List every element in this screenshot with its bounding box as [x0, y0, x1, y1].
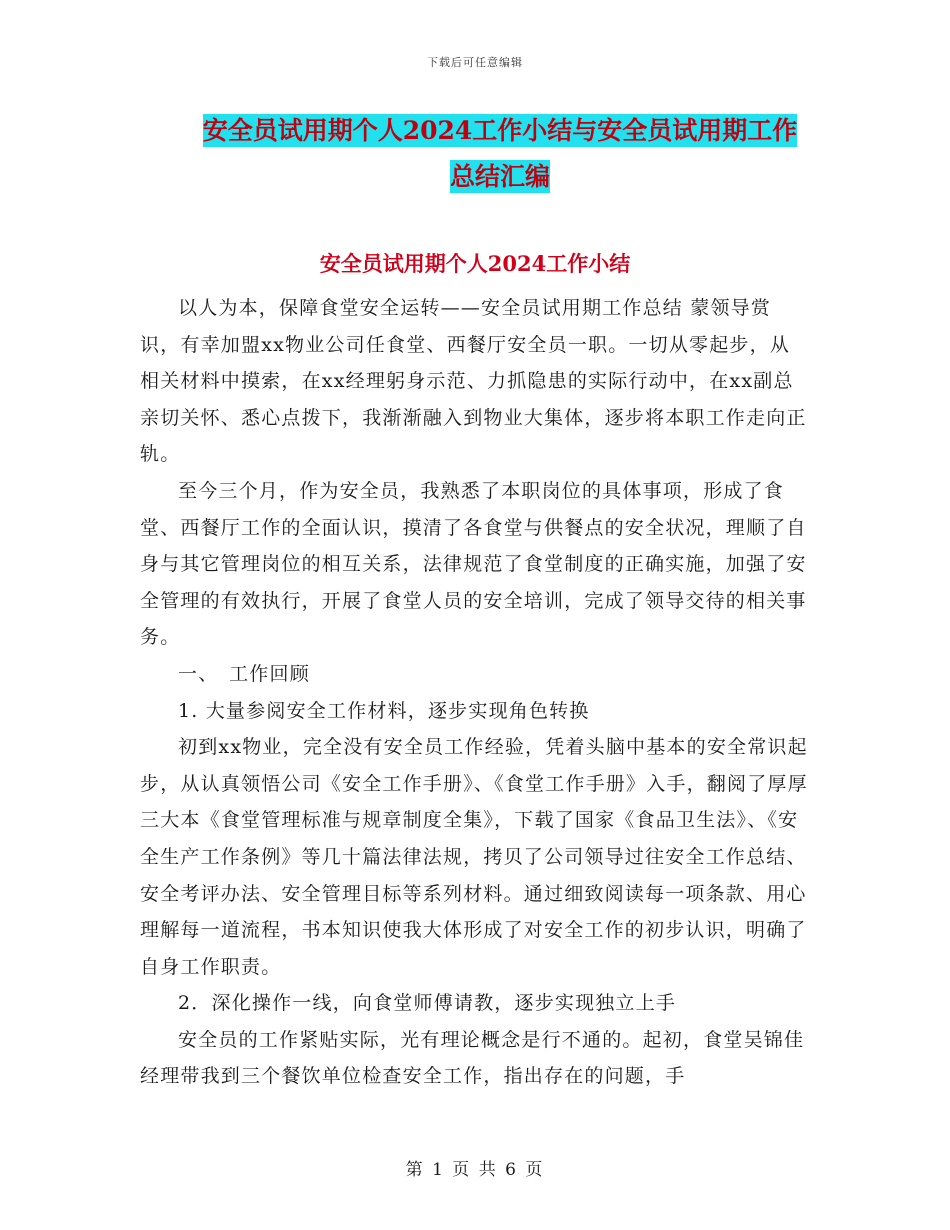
page-footer: 第 1 页 共 6 页	[405, 1160, 545, 1180]
document-body	[140, 290, 810, 1095]
header-note: 下载后可任意编辑	[427, 56, 523, 69]
paragraph: 至今三个月，作为安全员，我熟悉了本职岗位的具体事项，形成了食堂、西餐厅工作的全面认识，摸清了各食堂与供餐点的安全状况，理顺了自身与其它管理岗位的相互关系，法律规范了食堂制度的正确实施，加强了安全管理的有效执行，开展了食堂人员的安全培训，完成了领导交待的相关事务。	[140, 479, 807, 649]
subsection-heading: 1. 大量参阅安全工作材料，逐步实现角色转换	[178, 699, 590, 722]
subsection-heading: 2．深化操作一线，向食堂师傅请教，逐步实现独立上手	[178, 992, 677, 1015]
section-heading: 一、 工作回顾	[178, 662, 310, 685]
section-title: 安全员试用期个人2024工作小结	[319, 251, 631, 276]
paragraph: 以人为本，保障食堂安全运转——安全员试用期工作总结 蒙领导赏识，有幸加盟xx物业公司任食堂、西餐厅安全员一职。一切从零起步，从相关材料中摸索，在xx经理躬身示范、力抓隐患的实际行动中，在xx副总亲切关怀、悉心点拨下，我渐渐融入到物业大集体，逐步将本职工作走向正轨。	[140, 297, 807, 466]
paragraph: 安全员的工作紧贴实际，光有理论概念是行不通的。起初，食堂吴锦佳经理带我到三个餐饮单位检查安全工作，指出存在的问题，手	[140, 1028, 805, 1088]
document-title	[150, 108, 850, 200]
title-line-1: 安全员试用期个人2024工作小结与安全员试用期工作	[202, 116, 798, 145]
title-line-2: 总结汇编	[449, 162, 550, 191]
paragraph: 初到xx物业，完全没有安全员工作经验，凭着头脑中基本的安全常识起步，从认真领悟公司《安全工作手册》、《食堂工作手册》入手，翻阅了厚厚三大本《食堂管理标准与规章制度全集》，下载了国家《食品卫生法》、《安全生产工作条例》等几十篇法律法规，拷贝了公司领导过往安全工作总结、安全考评办法、安全管理目标等系列材料。通过细致阅读每一项条款、用心理解每一道流程，书本知识使我大体形成了对安全工作的初步认识，明确了自身工作职责。	[140, 736, 808, 978]
